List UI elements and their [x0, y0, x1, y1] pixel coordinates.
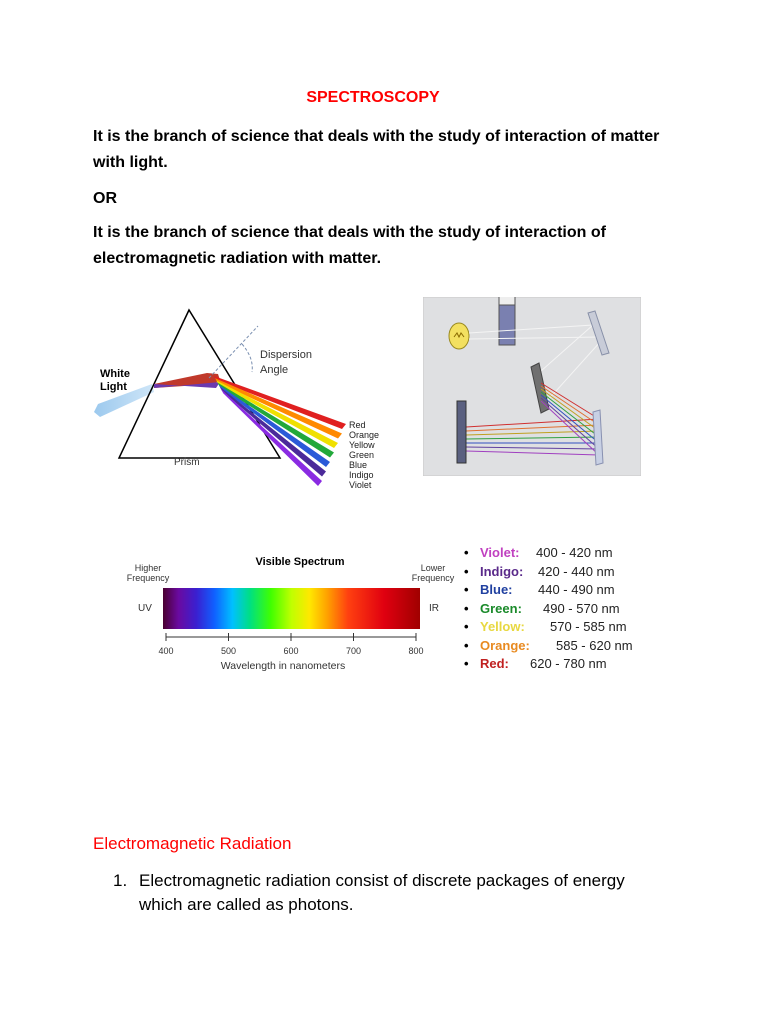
color-labels: [349, 420, 379, 490]
ray-green: [218, 383, 334, 458]
definition-paragraph-1: It is the branch of science that deals with the study of interaction of matter with light.: [93, 128, 660, 171]
legend-color-name: Yellow:: [480, 619, 525, 634]
tick-label: 600: [283, 646, 299, 656]
tick-label: 800: [408, 646, 424, 656]
color-label-green: Green: [349, 450, 375, 460]
legend-item: [464, 545, 664, 564]
dispersion-angle-label-2: Angle: [260, 364, 289, 376]
legend-range: 570 - 585 nm: [550, 619, 627, 634]
legend-item: [464, 619, 664, 638]
higher-frequency-label-2: Frequency: [126, 573, 170, 583]
uv-label: UV: [138, 603, 152, 614]
legend-color-name: Orange:: [480, 637, 530, 653]
legend-range: 440 - 490 nm: [538, 582, 615, 597]
white-light-label-1: White: [100, 368, 130, 380]
bullet-icon: •: [464, 619, 469, 634]
list-item-text: Electromagnetic radiation consist of discrete packages of energy which are called as photons.: [139, 871, 625, 914]
legend-color-name: Red:: [480, 656, 509, 671]
color-label-violet: Violet: [349, 480, 372, 490]
legend-item: [464, 564, 664, 583]
legend-item: [464, 638, 664, 657]
bullet-icon: •: [464, 582, 469, 597]
list-item-number: 1.: [113, 871, 128, 890]
normal-line: [209, 326, 258, 378]
legend-range: 490 - 570 nm: [543, 600, 620, 616]
wavelength-legend: [464, 545, 664, 675]
spectrum-axis-label: Wavelength in nanometers: [220, 660, 346, 672]
numbered-list: [113, 869, 673, 917]
page-title: SPECTROSCOPY: [306, 89, 440, 106]
legend-item: [464, 601, 664, 620]
bullet-icon: •: [464, 563, 469, 579]
legend-item: [464, 656, 664, 675]
bullet-icon: •: [464, 545, 469, 560]
spectrum-title: Visible Spectrum: [255, 556, 345, 568]
spectrum-ticks: [158, 633, 423, 656]
lower-frequency-label-1: Lower: [420, 563, 446, 573]
section-heading: Electromagnetic Radiation: [93, 834, 292, 853]
legend-range: 585 - 620 nm: [556, 637, 633, 653]
higher-frequency-label-1: Higher: [134, 563, 162, 573]
dispersion-arc: [242, 344, 252, 372]
legend-color-name: Blue:: [480, 582, 513, 597]
tick-label: 500: [220, 646, 237, 656]
legend-range: 620 - 780 nm: [530, 656, 607, 671]
legend-range: 400 - 420 nm: [536, 545, 613, 560]
visible-spectrum-figure: [118, 548, 463, 678]
lower-frequency-label-2: Frequency: [411, 573, 455, 583]
ir-label: IR: [429, 603, 439, 614]
list-item: [113, 869, 673, 917]
prism-label: Prism: [174, 457, 200, 468]
spectrum-rays: [214, 376, 346, 486]
detector: [457, 401, 466, 463]
color-label-orange: Orange: [349, 430, 380, 440]
tick-label: 400: [158, 646, 174, 656]
tick-label: 700: [345, 646, 362, 656]
legend-color-name: Violet:: [480, 545, 520, 560]
bullet-icon: •: [464, 600, 469, 616]
legend-color-name: Green:: [480, 600, 522, 616]
prism-dispersion-figure: [92, 300, 402, 500]
definition-paragraph-2: It is the branch of science that deals with the study of interaction of electromagnetic radiation with matter.: [93, 224, 606, 267]
bullet-icon: •: [464, 637, 469, 653]
legend-item: [464, 582, 664, 601]
bullet-icon: •: [464, 656, 469, 671]
dispersion-angle-label-1: Dispersion: [260, 349, 312, 361]
color-label-blue: Blue: [349, 460, 368, 470]
legend-range: 420 - 440 nm: [538, 563, 615, 579]
spectrum-bar: [163, 588, 420, 629]
legend-color-name: Indigo:: [480, 563, 524, 579]
color-label-red: Red: [349, 420, 366, 430]
or-label: OR: [93, 190, 117, 207]
spectrophotometer-schematic: [423, 297, 641, 476]
white-light-label-2: Light: [100, 381, 127, 393]
color-label-yellow: Yellow: [349, 440, 375, 450]
color-label-indigo: Indigo: [349, 470, 374, 480]
